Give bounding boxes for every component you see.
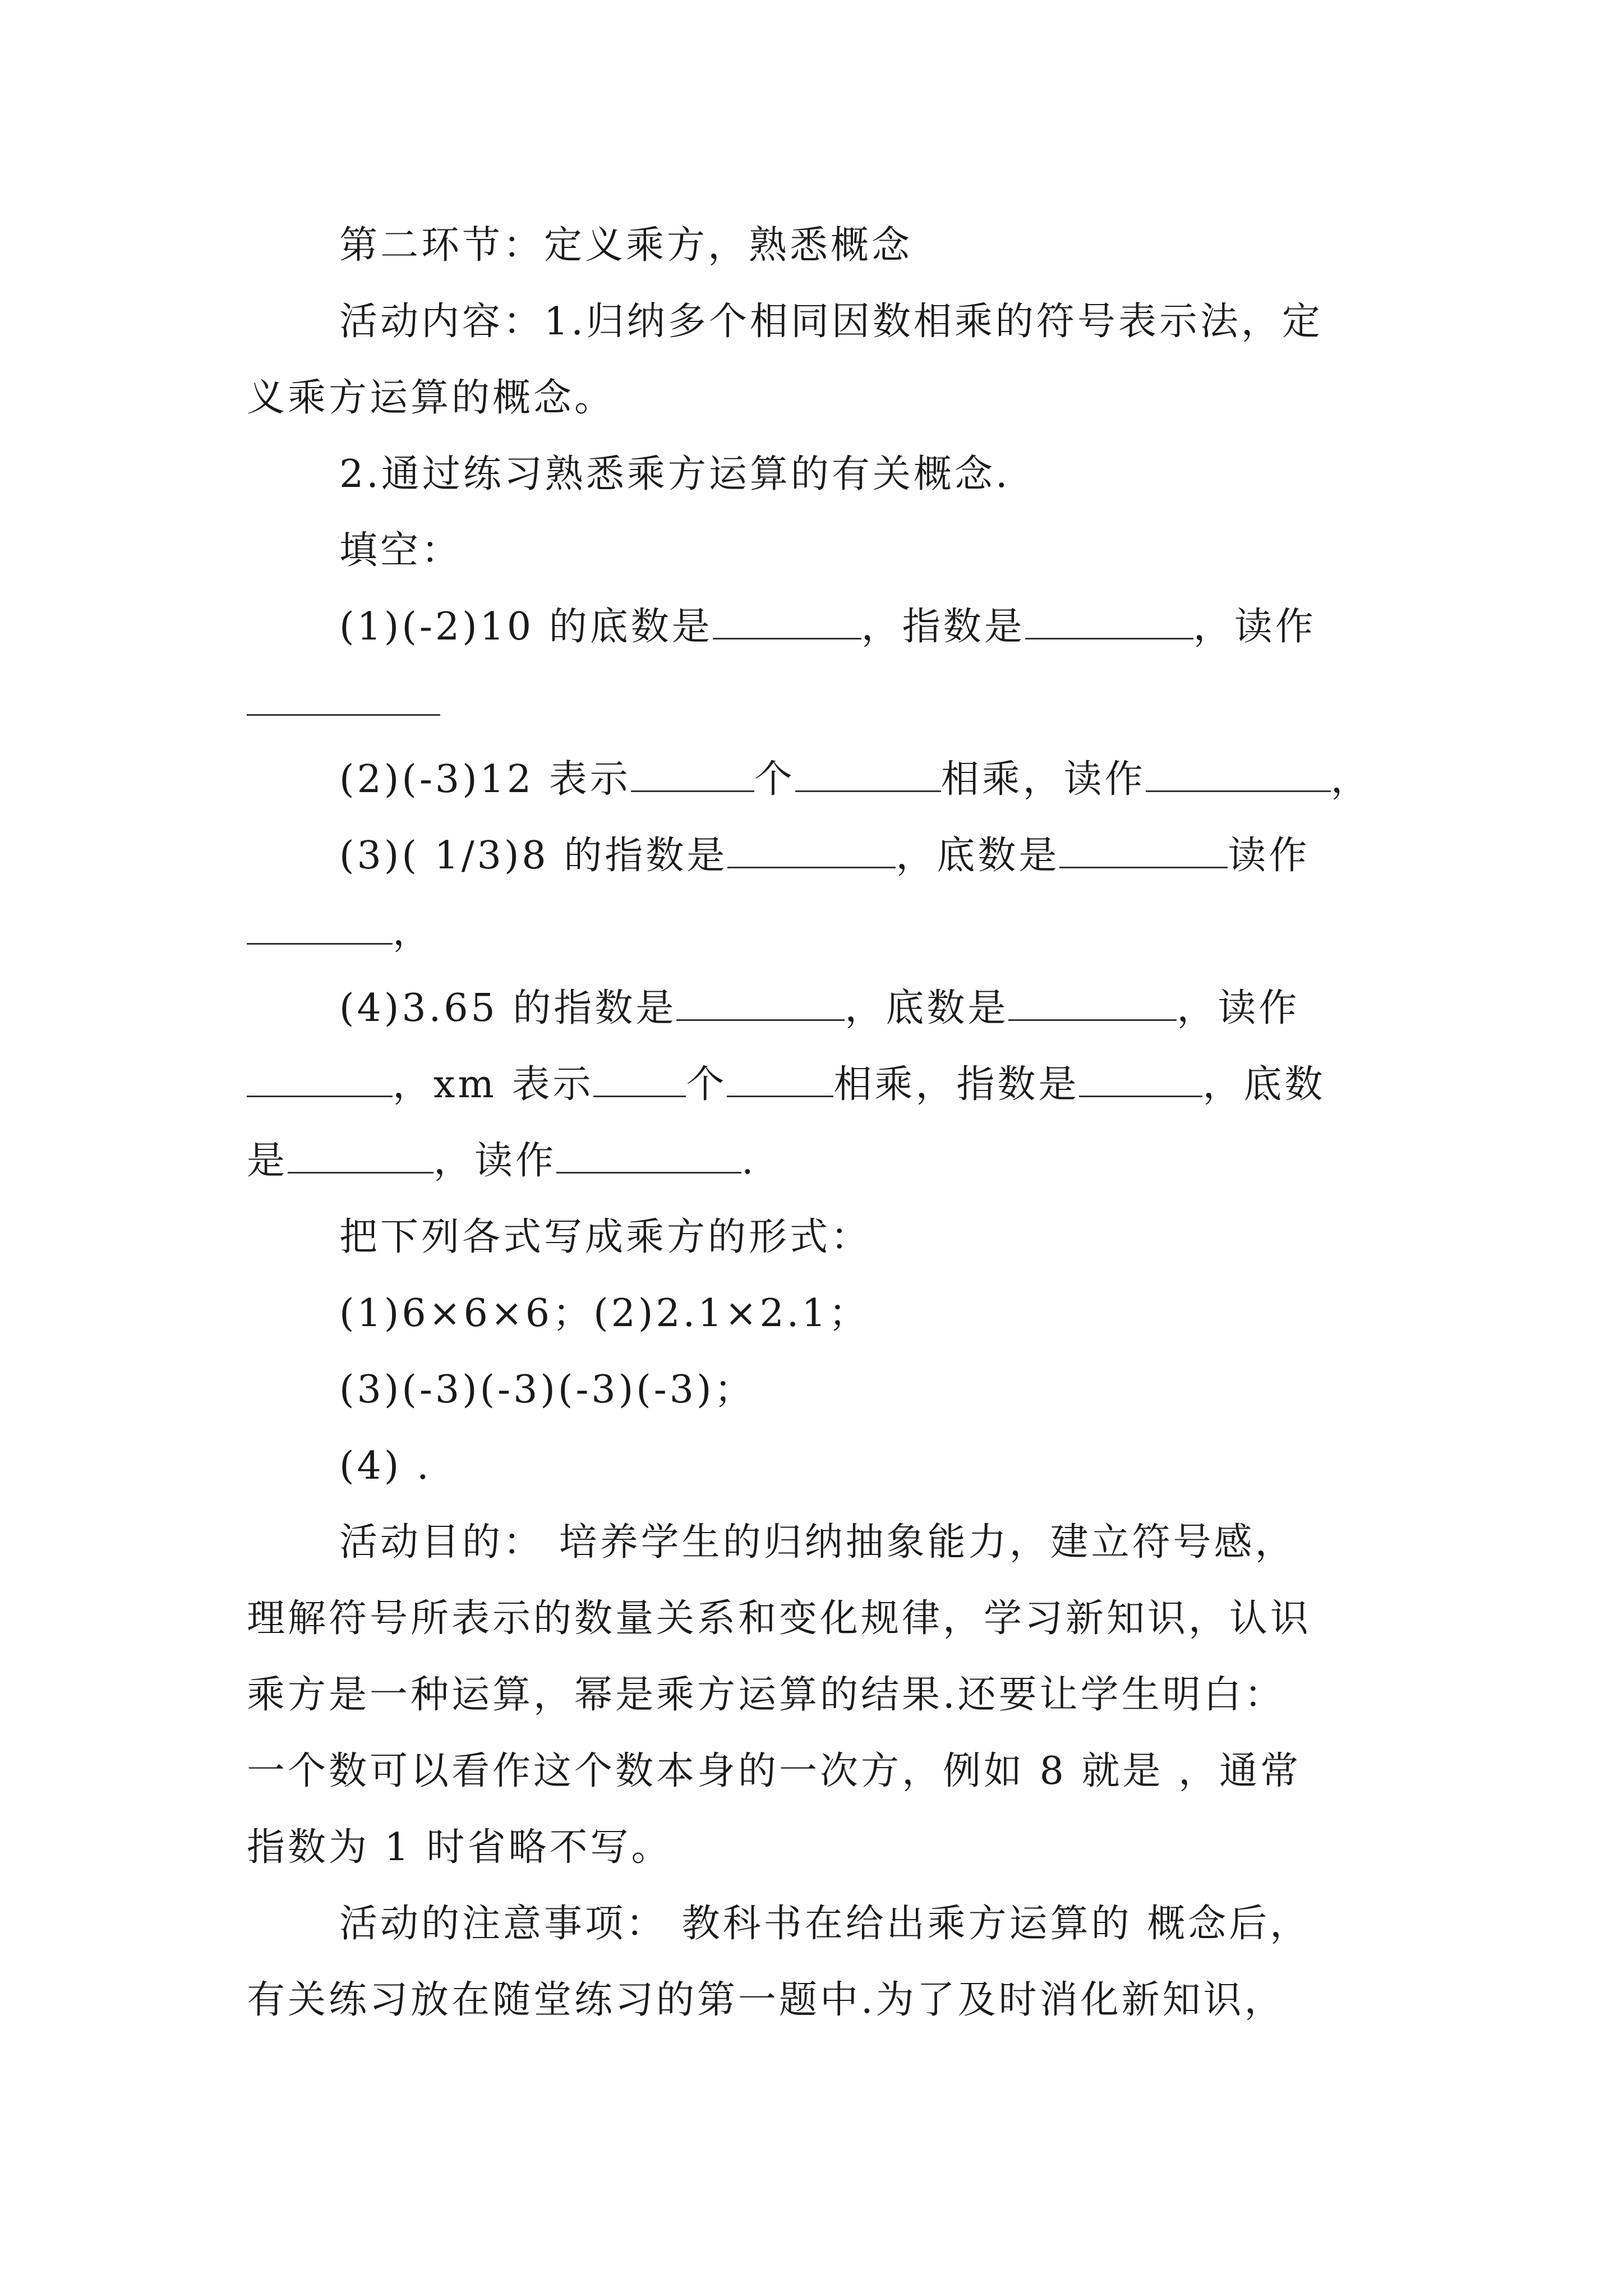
fill-in-heading: 填空： bbox=[339, 528, 463, 573]
q4-blank-factor[interactable] bbox=[727, 1057, 833, 1097]
q4-text-i: ，读作 bbox=[434, 1139, 557, 1183]
q2-text-b: 个 bbox=[754, 757, 795, 802]
activity-content-line-1: 活动内容：1.归纳多个相同因数相乘的符号表示法，定 bbox=[339, 300, 1323, 344]
q2-text-a: (2)(-3)12 表示 bbox=[339, 757, 631, 802]
q4-text-c: ，读作 bbox=[1177, 986, 1300, 1030]
q3-text-a: (3)( 1/3)8 的指数是 bbox=[339, 834, 728, 878]
q1-text-a: (1)(-2)10 的底数是 bbox=[339, 605, 713, 649]
q4-blank-reading[interactable] bbox=[247, 1057, 393, 1097]
q3-text-d: ， bbox=[393, 910, 434, 954]
section-title: 第二环节：定义乘方，熟悉概念 bbox=[339, 223, 913, 268]
q1-text-b: ，指数是 bbox=[861, 605, 1025, 649]
q1-blank-exponent[interactable] bbox=[1025, 600, 1193, 639]
q4-blank-xm-reading[interactable] bbox=[556, 1134, 741, 1174]
q4-blank-xm-exponent[interactable] bbox=[1079, 1057, 1202, 1097]
question-3-continued bbox=[247, 894, 1385, 970]
question-4 bbox=[247, 970, 1385, 1047]
q4-blank-xm-base[interactable] bbox=[288, 1134, 434, 1174]
activity-content-line-2: 义乘方运算的概念。 bbox=[247, 376, 616, 420]
activity-goal-line-5: 指数为 1 时省略不写。 bbox=[247, 1825, 672, 1870]
q4-blank-exponent[interactable] bbox=[676, 981, 845, 1021]
q4-text-g: ，底数 bbox=[1202, 1062, 1326, 1107]
activity-notes-line-1: 活动的注意事项： 教科书在给出乘方运算的 概念后， bbox=[339, 1902, 1311, 1946]
q1-blank-reading[interactable] bbox=[247, 676, 440, 716]
document-page bbox=[247, 208, 1385, 2039]
question-3 bbox=[247, 818, 1385, 894]
question-4-continued-2 bbox=[247, 1123, 1385, 1199]
activity-notes-line-2: 有关练习放在随堂练习的第一题中.为了及时消化新知识， bbox=[247, 1978, 1285, 2022]
q3-text-b: ，底数是 bbox=[896, 834, 1060, 878]
q4-text-j: . bbox=[741, 1139, 757, 1183]
activity-content-line-3: 2.通过练习熟悉乘方运算的有关概念. bbox=[339, 452, 1011, 496]
power-form-heading: 把下列各式写成乘方的形式： bbox=[339, 1215, 872, 1259]
power-form-item-2: (3)(-3)(-3)(-3)(-3)； bbox=[339, 1368, 755, 1412]
q2-blank-count[interactable] bbox=[631, 752, 754, 792]
q1-text-c: ，读作 bbox=[1193, 605, 1316, 649]
q4-text-h: 是 bbox=[247, 1139, 288, 1183]
activity-goal-line-1: 活动目的： 培养学生的归纳抽象能力，建立符号感， bbox=[339, 1520, 1296, 1565]
question-1 bbox=[247, 589, 1385, 665]
q1-blank-base[interactable] bbox=[713, 600, 861, 639]
q4-text-e: 个 bbox=[686, 1062, 727, 1107]
q4-text-f: 相乘，指数是 bbox=[833, 1062, 1080, 1107]
question-4-continued-1 bbox=[247, 1047, 1385, 1123]
power-form-item-1: (1)6×6×6；(2)2.1×2.1； bbox=[339, 1291, 870, 1336]
activity-goal-line-2: 理解符号所表示的数量关系和变化规律，学习新知识，认识 bbox=[247, 1596, 1312, 1641]
activity-goal-line-4: 一个数可以看作这个数本身的一次方，例如 8 就是 ，通常 bbox=[247, 1749, 1302, 1793]
q3-blank-exponent[interactable] bbox=[727, 829, 896, 868]
power-form-item-3: (4) . bbox=[339, 1444, 432, 1488]
q3-blank-base[interactable] bbox=[1059, 829, 1228, 868]
q4-text-d: ，xm 表示 bbox=[393, 1062, 594, 1107]
q4-blank-base[interactable] bbox=[1008, 981, 1177, 1021]
q2-text-c: 相乘，读作 bbox=[940, 757, 1146, 802]
q2-blank-factor[interactable] bbox=[795, 752, 941, 792]
q4-text-b: ，底数是 bbox=[845, 986, 1009, 1030]
q2-blank-reading[interactable] bbox=[1146, 752, 1331, 792]
q4-text-a: (4)3.65 的指数是 bbox=[339, 986, 677, 1030]
q3-text-c: 读作 bbox=[1228, 834, 1310, 878]
activity-goal-line-3: 乘方是一种运算，幂是乘方运算的结果.还要让学生明白： bbox=[247, 1673, 1285, 1717]
q3-blank-reading[interactable] bbox=[247, 905, 393, 945]
question-2 bbox=[247, 742, 1385, 818]
q2-text-d: ， bbox=[1330, 757, 1372, 802]
q4-blank-count[interactable] bbox=[593, 1057, 686, 1097]
question-1-continued bbox=[247, 665, 1385, 742]
